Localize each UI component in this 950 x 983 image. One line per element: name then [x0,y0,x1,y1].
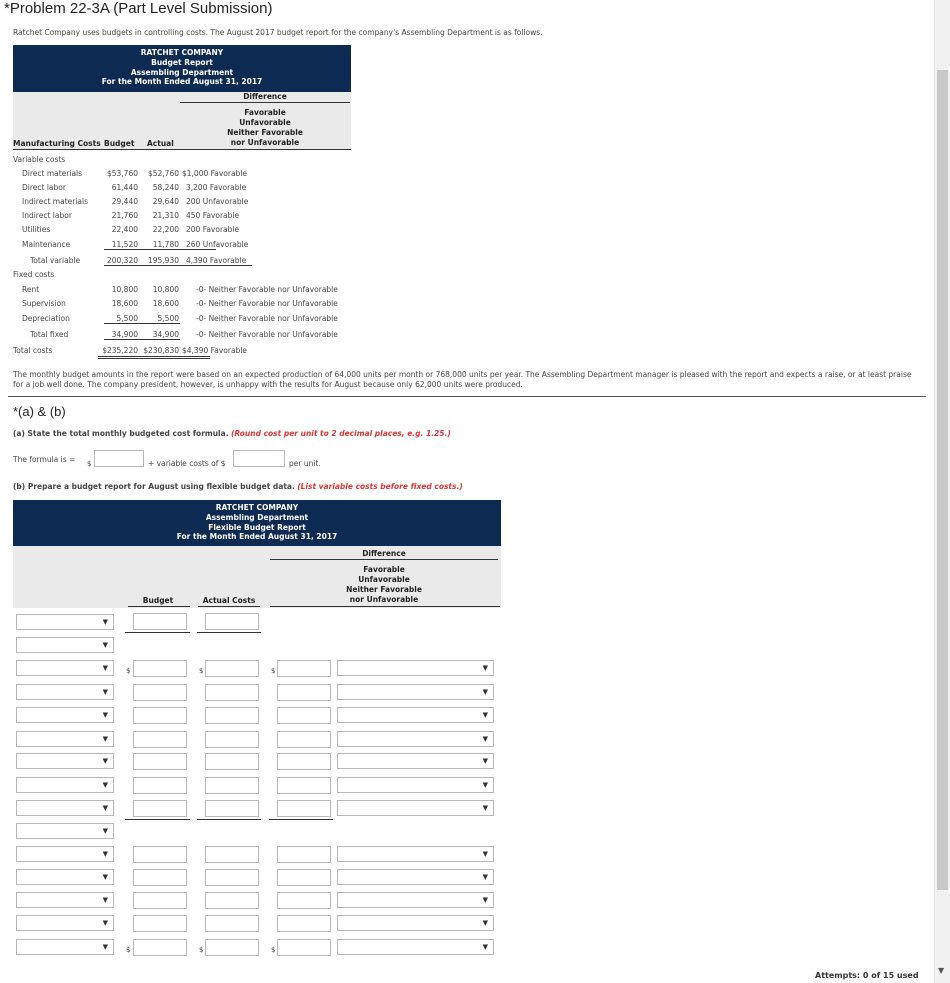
dropdown-arrow-icon: ▼ [102,873,108,881]
part-a-question [13,429,451,438]
difference-input[interactable] [277,869,331,886]
part-ab-heading: *(a) & (b) [13,404,66,419]
total-costs-underline-1 [98,356,210,357]
dropdown-arrow-icon: ▼ [482,757,488,765]
budget-input[interactable] [133,660,187,677]
row-label-select[interactable] [16,660,114,676]
section-divider [8,396,926,397]
budget-input[interactable] [133,613,187,630]
difference-type-select[interactable] [337,777,494,793]
total-variable-actual: 195,930 [147,256,179,265]
difference-type-select[interactable] [337,684,494,700]
difference-input[interactable] [277,707,331,724]
actual-underline [197,632,261,633]
fixed-row-actual: 5,500 [157,314,179,323]
report-department: Assembling Department [130,67,234,77]
variable-row-name: Utilities [22,225,51,234]
budget-input[interactable] [133,800,187,817]
depreciation-underline [104,323,180,324]
maintenance-underline [104,249,216,250]
actual-input[interactable] [205,869,259,886]
variable-row-name: Indirect labor [22,211,72,220]
variable-row-diff: $1,000 Favorable [182,169,248,178]
fav-line-2: Unfavorable [239,118,291,127]
variable-row-budget: 21,760 [111,211,138,220]
budget-underline [125,632,190,633]
dropdown-arrow-icon: ▼ [482,873,488,881]
flex-difference-underline [270,559,498,560]
difference-type-select[interactable] [337,707,494,723]
difference-input[interactable] [277,753,331,770]
actual-input[interactable] [205,684,259,701]
variable-row-name: Direct materials [22,169,83,178]
part-b-hint: (List variable costs before fixed costs.) [297,482,463,491]
variable-row-actual: $52,760 [147,169,179,178]
row-label-select[interactable] [16,939,114,955]
flex-diff-underline [270,606,500,607]
row-label-select[interactable] [16,637,114,653]
flex-col-budget: Budget [142,596,174,605]
fixed-row-name: Rent [22,285,40,294]
actual-dollar-sign: $ [199,667,204,675]
budget-input[interactable] [133,939,187,956]
flex-fav-line-1: Favorable [363,565,405,574]
difference-input[interactable] [277,660,331,677]
difference-type-select[interactable] [337,939,494,955]
total-variable-underline [104,265,252,266]
report-difference-label: Difference [243,92,287,101]
budget-dollar-sign: $ [126,946,131,954]
dropdown-arrow-icon: ▼ [482,735,488,743]
dropdown-arrow-icon: ▼ [102,664,108,672]
budget-input[interactable] [133,869,187,886]
dropdown-arrow-icon: ▼ [482,804,488,812]
total-fixed-label: Total fixed [30,330,69,339]
part-b-label: (b) Prepare a budget report for August using flexible budget data. [13,482,295,491]
scroll-down-arrow-icon[interactable]: ▼ [938,966,945,975]
row-label-select[interactable] [16,869,114,885]
total-fixed-actual: 34,900 [152,330,179,339]
row-label-select[interactable] [16,614,114,630]
total-fixed-budget: 34,900 [111,330,138,339]
variable-row-actual: 29,640 [152,197,179,206]
page-scrollbar[interactable] [934,0,950,983]
total-costs-actual: $230,830 [143,346,179,355]
attempts-counter: Attempts: 0 of 15 used [815,971,919,980]
actual-input[interactable] [205,660,259,677]
variable-row-actual: 22,200 [152,225,179,234]
total-costs-label: Total costs [13,346,53,355]
scrollbar-thumb[interactable] [937,70,948,890]
difference-dollar-sign: $ [271,667,276,675]
budget-dollar-sign: $ [126,667,131,675]
row-label-select[interactable] [16,823,114,839]
difference-input[interactable] [277,846,331,863]
total-costs-budget: $235,220 [102,346,138,355]
fixed-row-diff: -0- Neither Favorable nor Unfavorable [196,299,338,308]
row-label-select[interactable] [16,684,114,700]
variable-row-name: Direct labor [22,183,66,192]
variable-row-diff: 3,200 Favorable [186,183,247,192]
dropdown-arrow-icon: ▼ [102,896,108,904]
variable-row-diff: 200 Unfavorable [186,197,249,206]
variable-row-actual: 58,240 [152,183,179,192]
row-label-select[interactable] [16,846,114,862]
difference-type-select[interactable] [337,869,494,885]
row-label-select[interactable] [16,707,114,723]
col-budget: Budget [104,139,135,148]
flex-actual-underline [198,606,260,607]
variable-row-diff: 200 Favorable [186,225,240,234]
flex-fav-line-2: Unfavorable [358,575,410,584]
difference-input[interactable] [277,684,331,701]
total-variable-label: Total variable [30,256,81,265]
flex-fav-labels [270,565,498,605]
difference-input[interactable] [277,915,331,932]
row-label-select[interactable] [16,753,114,769]
total-fixed-underline [104,339,180,340]
dropdown-arrow-icon: ▼ [482,850,488,858]
dropdown-arrow-icon: ▼ [482,711,488,719]
total-variable-diff: 4,390 Favorable [186,256,247,265]
row-label-select[interactable] [16,915,114,931]
flex-fav-line-4: nor Unfavorable [349,595,419,604]
header-underline [13,149,351,150]
report-fav-labels [180,108,350,148]
total-variable-budget: 200,320 [106,256,138,265]
dropdown-arrow-icon: ▼ [482,943,488,951]
difference-dollar-sign: $ [271,946,276,954]
dropdown-arrow-icon: ▼ [482,781,488,789]
total-fixed-diff: -0- Neither Favorable nor Unfavorable [196,330,338,339]
part-a-label: (a) State the total monthly budgeted cost formula. [13,429,229,438]
dropdown-arrow-icon: ▼ [102,804,108,812]
row-label-select[interactable] [16,731,114,747]
report-type: Budget Report [151,57,213,67]
budget-input[interactable] [133,777,187,794]
total-costs-diff: $4,390 Favorable [182,346,248,355]
variable-row-budget: $53,760 [106,169,138,178]
budget-underline [125,819,190,820]
difference-type-select[interactable] [337,800,494,816]
dropdown-arrow-icon: ▼ [482,664,488,672]
flex-department: Assembling Department [205,512,309,522]
difference-type-select[interactable] [337,915,494,931]
difference-type-select[interactable] [337,846,494,862]
difference-input[interactable] [277,800,331,817]
dropdown-arrow-icon: ▼ [102,711,108,719]
dropdown-arrow-icon: ▼ [102,781,108,789]
difference-input[interactable] [277,892,331,909]
fixed-row-actual: 18,600 [152,299,179,308]
fixed-cost-input[interactable] [94,450,144,467]
formula-prefix: The formula is = [13,455,76,464]
variable-row-budget: 61,440 [111,183,138,192]
variable-row-name: Maintenance [22,240,71,249]
fixed-dollar-sign: $ [87,460,92,468]
dropdown-arrow-icon: ▼ [102,618,108,626]
dropdown-arrow-icon: ▼ [482,688,488,696]
dropdown-arrow-icon: ▼ [482,919,488,927]
variable-row-actual: 21,310 [152,211,179,220]
variable-row-budget: 22,400 [111,225,138,234]
budget-input[interactable] [133,753,187,770]
fixed-costs-label: Fixed costs [13,270,55,279]
actual-input[interactable] [205,800,259,817]
variable-row-name: Indirect materials [22,197,89,206]
fixed-row-actual: 10,800 [152,285,179,294]
difference-type-select[interactable] [337,892,494,908]
budget-input[interactable] [133,846,187,863]
dropdown-arrow-icon: ▼ [102,919,108,927]
fixed-row-name: Supervision [22,299,66,308]
fixed-row-budget: 5,500 [116,314,138,323]
dropdown-arrow-icon: ▼ [102,735,108,743]
report-header [13,45,351,92]
actual-input[interactable] [205,777,259,794]
fav-line-3: Neither Favorable [227,128,303,137]
row-label-select[interactable] [16,892,114,908]
difference-type-select[interactable] [337,753,494,769]
difference-type-select[interactable] [337,660,494,676]
dropdown-arrow-icon: ▼ [102,943,108,951]
variable-row-actual: 11,780 [152,240,179,249]
intro-text: Ratchet Company uses budgets in controlling costs. The August 2017 budget report for the company's Assembling Department is as follows. [13,28,543,37]
flex-report-type: Flexible Budget Report [208,522,306,532]
budget-explanation: The monthly budget amounts in the report were based on an expected production of 64,000 units per month or 768,000 units per year. The Assembling Department manager is pleased with the report and expects a raise, or at least praise for a job well done. The company president, however, is unhappy with the results for August because only 62,000 units were produced. [13,370,912,389]
variable-row-budget: 29,440 [111,197,138,206]
actual-input[interactable] [205,707,259,724]
formula-middle: + variable costs of $ [148,459,226,468]
fixed-row-budget: 10,800 [111,285,138,294]
flex-fav-line-3: Neither Favorable [346,585,422,594]
actual-input[interactable] [205,753,259,770]
report-period: For the Month Ended August 31, 2017 [101,77,263,87]
variable-cost-input[interactable] [233,450,285,467]
fixed-row-diff: -0- Neither Favorable nor Unfavorable [196,285,338,294]
difference-input[interactable] [277,777,331,794]
actual-input[interactable] [205,731,259,748]
actual-dollar-sign: $ [199,946,204,954]
difference-underline [180,102,350,103]
difference-type-select[interactable] [337,731,494,747]
dropdown-arrow-icon: ▼ [102,757,108,765]
flex-difference-label: Difference [362,549,406,558]
variable-row-diff: 450 Favorable [186,211,240,220]
flex-company: RATCHET COMPANY [215,503,299,512]
dropdown-arrow-icon: ▼ [482,896,488,904]
formula-suffix: per unit. [289,459,321,468]
flex-report-header [13,500,501,546]
col-manufacturing-costs: Manufacturing Costs [13,139,101,148]
dropdown-arrow-icon: ▼ [102,688,108,696]
actual-input[interactable] [205,613,259,630]
difference-input[interactable] [277,731,331,748]
variable-costs-label: Variable costs [13,155,66,164]
part-a-hint: (Round cost per unit to 2 decimal places, e.g. 1.25.) [230,429,451,438]
difference-input[interactable] [277,939,331,956]
part-b-question [13,482,463,491]
actual-input[interactable] [205,846,259,863]
actual-input[interactable] [205,915,259,932]
budget-input[interactable] [133,684,187,701]
row-label-select[interactable] [16,777,114,793]
variable-row-budget: 11,520 [111,240,138,249]
flex-period: For the Month Ended August 31, 2017 [176,532,338,542]
total-costs-underline-2 [98,358,210,359]
row-label-select[interactable] [16,800,114,816]
fixed-row-diff: -0- Neither Favorable nor Unfavorable [196,314,338,323]
actual-input[interactable] [205,892,259,909]
dropdown-arrow-icon: ▼ [102,827,108,835]
actual-input[interactable] [205,939,259,956]
budget-input[interactable] [133,731,187,748]
variable-row-diff: 260 Unfavorable [186,240,249,249]
problem-title: *Problem 22-3A (Part Level Submission) [4,0,273,17]
budget-input[interactable] [133,915,187,932]
fixed-row-name: Depreciation [22,314,70,323]
difference-underline [269,819,333,820]
flex-col-actual: Actual Costs [202,596,256,605]
col-actual: Actual [147,139,174,148]
fav-line-4: nor Unfavorable [230,138,300,147]
budget-input[interactable] [133,707,187,724]
report-company: RATCHET COMPANY [140,48,224,57]
dropdown-arrow-icon: ▼ [102,641,108,649]
fixed-row-budget: 18,600 [111,299,138,308]
actual-underline [197,819,261,820]
dropdown-arrow-icon: ▼ [102,850,108,858]
budget-input[interactable] [133,892,187,909]
fav-line-1: Favorable [244,108,286,117]
flex-budget-underline [128,606,190,607]
